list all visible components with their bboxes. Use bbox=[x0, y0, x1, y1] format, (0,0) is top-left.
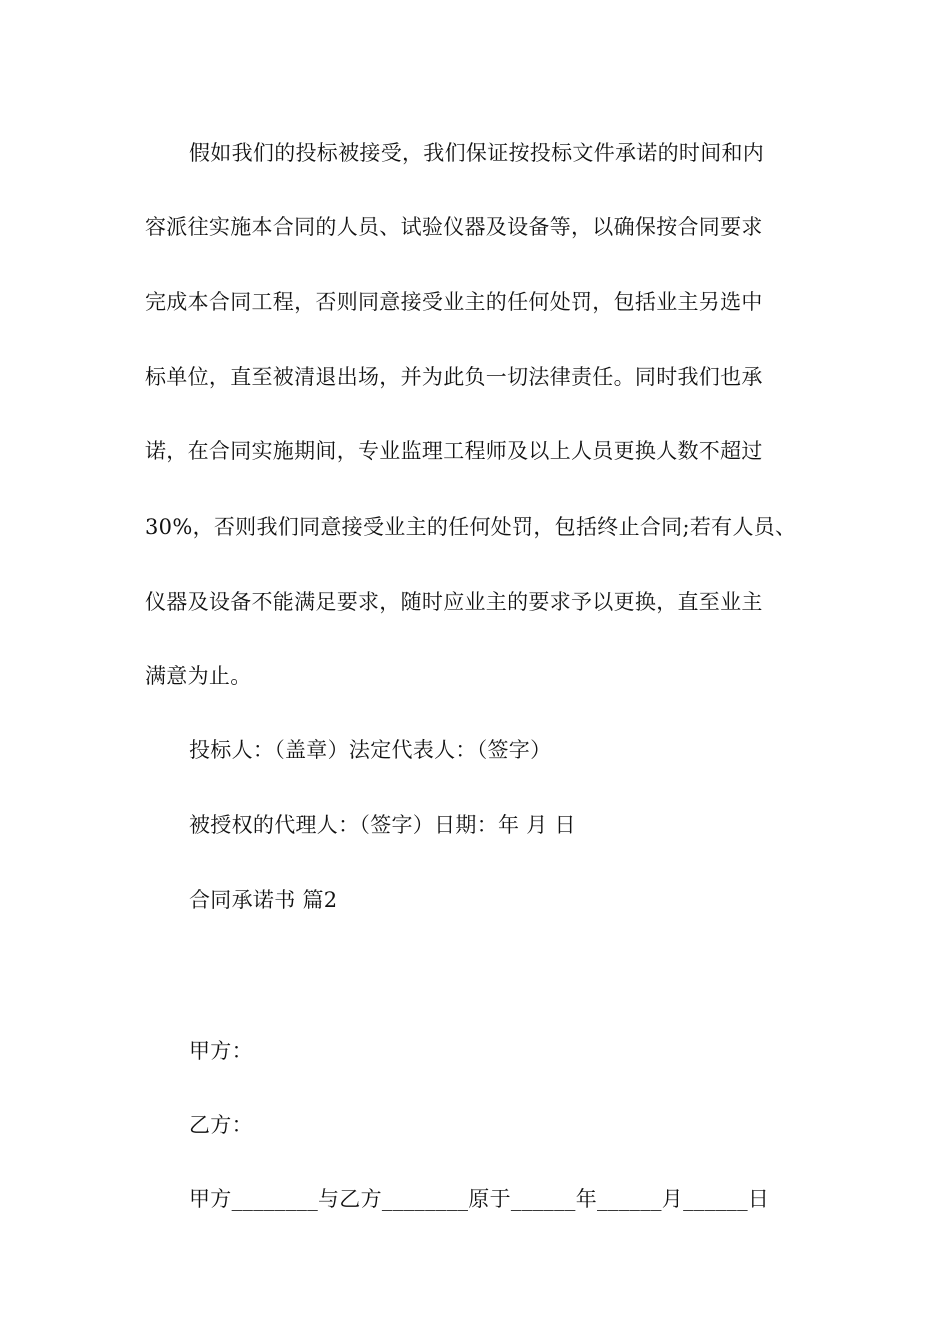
party-a-label: 甲方： bbox=[189, 1039, 253, 1063]
signature-agent-date-line: 被授权的代理人：（签字）日期：年 月 日 bbox=[189, 813, 576, 837]
paragraph-line: 满意为止。 bbox=[145, 664, 252, 688]
paragraph-line: 诺，在合同实施期间，专业监理工程师及以上人员更换人数不超过 bbox=[145, 439, 763, 463]
section-title: 合同承诺书 篇2 bbox=[189, 888, 338, 912]
paragraph-line: 仪器及设备不能满足要求，随时应业主的要求予以更换，直至业主 bbox=[145, 590, 763, 614]
agreement-line: 甲方________与乙方________原于______年______月______日 bbox=[189, 1187, 770, 1211]
signature-bidder-line: 投标人：（盖章）法定代表人：（签字） bbox=[189, 738, 552, 762]
paragraph-line: 容派往实施本合同的人员、试验仪器及设备等，以确保按合同要求 bbox=[145, 215, 763, 239]
paragraph-line: 30%，否则我们同意接受业主的任何处罚，包括终止合同;若有人员、 bbox=[145, 515, 797, 539]
party-b-label: 乙方： bbox=[189, 1113, 253, 1137]
paragraph-line: 假如我们的投标被接受，我们保证按投标文件承诺的时间和内 bbox=[189, 141, 765, 165]
paragraph-line: 标单位，直至被清退出场，并为此负一切法律责任。同时我们也承 bbox=[145, 365, 763, 389]
paragraph-line: 完成本合同工程，否则同意接受业主的任何处罚，包括业主另选中 bbox=[145, 290, 763, 314]
